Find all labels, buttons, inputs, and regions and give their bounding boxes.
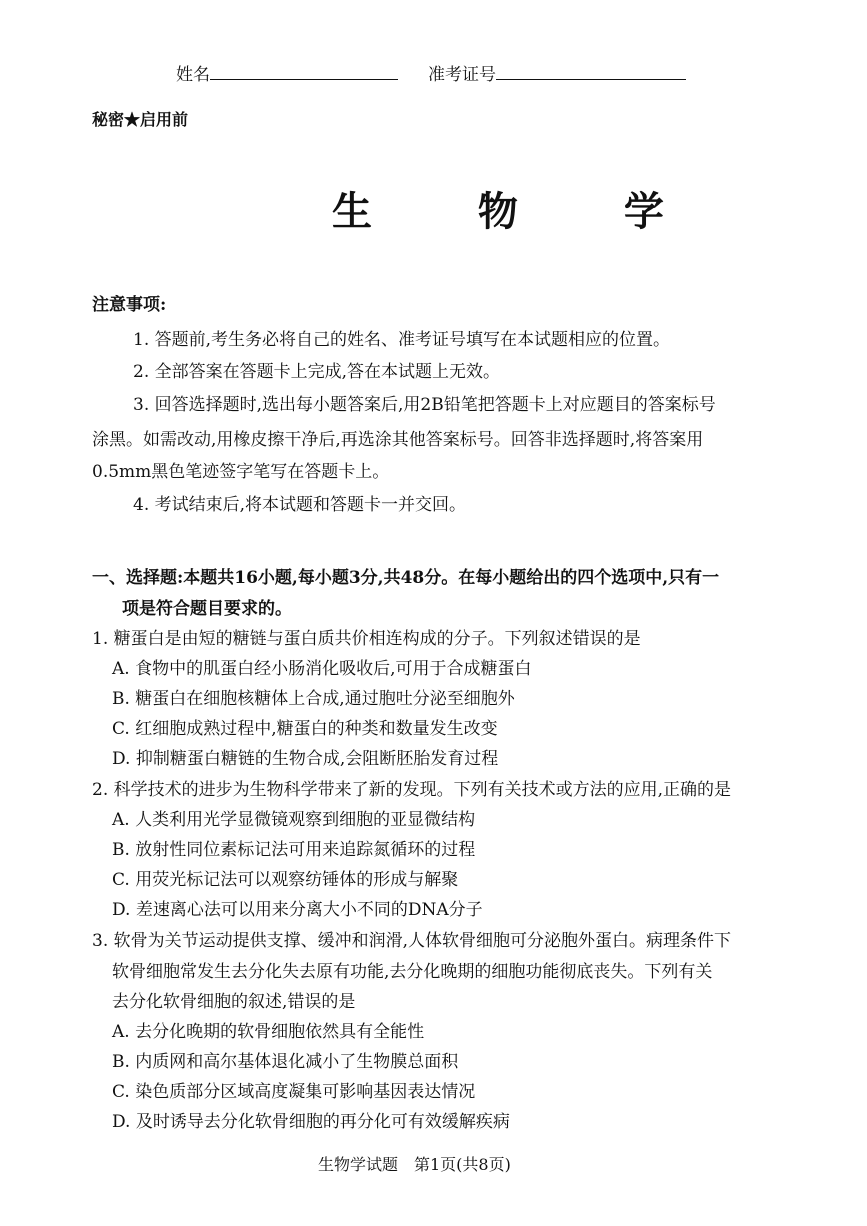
question-option: D. 及时诱导去分化软骨细胞的再分化可有效缓解疾病 <box>112 1112 510 1132</box>
section-heading-continued: 项是符合题目要求的。 <box>122 599 292 619</box>
name-field-row <box>176 60 398 85</box>
question-option: D. 抑制糖蛋白糖链的生物合成,会阻断胚胎发育过程 <box>112 749 499 769</box>
question-option: B. 放射性同位素标记法可用来追踪氮循环的过程 <box>112 840 476 860</box>
question-option: C. 用荧光标记法可以观察纺锤体的形成与解聚 <box>112 870 459 890</box>
question-stem: 1. 糖蛋白是由短的糖链与蛋白质共价相连构成的分子。下列叙述错误的是 <box>92 629 641 649</box>
page-footer: 生物学试题 第1页(共8页) <box>318 1155 511 1174</box>
question-option: D. 差速离心法可以用来分离大小不同的DNA分子 <box>112 900 483 920</box>
note-item: 4. 考试结束后,将本试题和答题卡一并交回。 <box>133 495 467 515</box>
notes-heading: 注意事项: <box>92 295 167 315</box>
question-stem-continued: 软骨细胞常发生去分化失去原有功能,去分化晚期的细胞功能彻底丧失。下列有关 <box>112 962 713 982</box>
question-option: A. 食物中的肌蛋白经小肠消化吸收后,可用于合成糖蛋白 <box>112 659 532 679</box>
question-option: B. 糖蛋白在细胞核糖体上合成,通过胞吐分泌至细胞外 <box>112 689 515 709</box>
page-title: 生 物 学 <box>332 188 710 235</box>
question-option: C. 红细胞成熟过程中,糖蛋白的种类和数量发生改变 <box>112 719 498 739</box>
question-option: A. 去分化晚期的软骨细胞依然具有全能性 <box>112 1022 425 1042</box>
exam-id-field-row <box>428 60 686 85</box>
note-item: 2. 全部答案在答题卡上完成,答在本试题上无效。 <box>133 362 501 382</box>
note-item: 3. 回答选择题时,选出每小题答案后,用2B铅笔把答题卡上对应题目的答案标号 <box>133 395 716 415</box>
question-stem: 2. 科学技术的进步为生物科学带来了新的发现。下列有关技术或方法的应用,正确的是 <box>92 780 732 800</box>
question-stem-continued: 去分化软骨细胞的叙述,错误的是 <box>112 992 356 1012</box>
question-option: A. 人类利用光学显微镜观察到细胞的亚显微结构 <box>112 810 476 830</box>
question-option: B. 内质网和高尔基体退化减小了生物膜总面积 <box>112 1052 459 1072</box>
confidential-mark: 秘密★启用前 <box>92 110 189 129</box>
exam-id-blank[interactable] <box>496 63 686 80</box>
name-blank[interactable] <box>210 63 398 80</box>
name-label: 姓名 <box>176 65 210 85</box>
question-option: C. 染色质部分区域高度凝集可影响基因表达情况 <box>112 1082 476 1102</box>
note-item-continued: 0.5mm黑色笔迹签字笔写在答题卡上。 <box>92 462 390 482</box>
note-item: 1. 答题前,考生务必将自己的姓名、准考证号填写在本试题相应的位置。 <box>133 330 671 350</box>
question-stem: 3. 软骨为关节运动提供支撑、缓冲和润滑,人体软骨细胞可分泌胞外蛋白。病理条件下 <box>92 931 732 951</box>
note-item-continued: 涂黑。如需改动,用橡皮擦干净后,再选涂其他答案标号。回答非选择题时,将答案用 <box>92 430 704 450</box>
section-heading: 一、选择题:本题共16小题,每小题3分,共48分。在每小题给出的四个选项中,只有一 <box>92 568 720 588</box>
exam-id-label: 准考证号 <box>428 65 496 85</box>
